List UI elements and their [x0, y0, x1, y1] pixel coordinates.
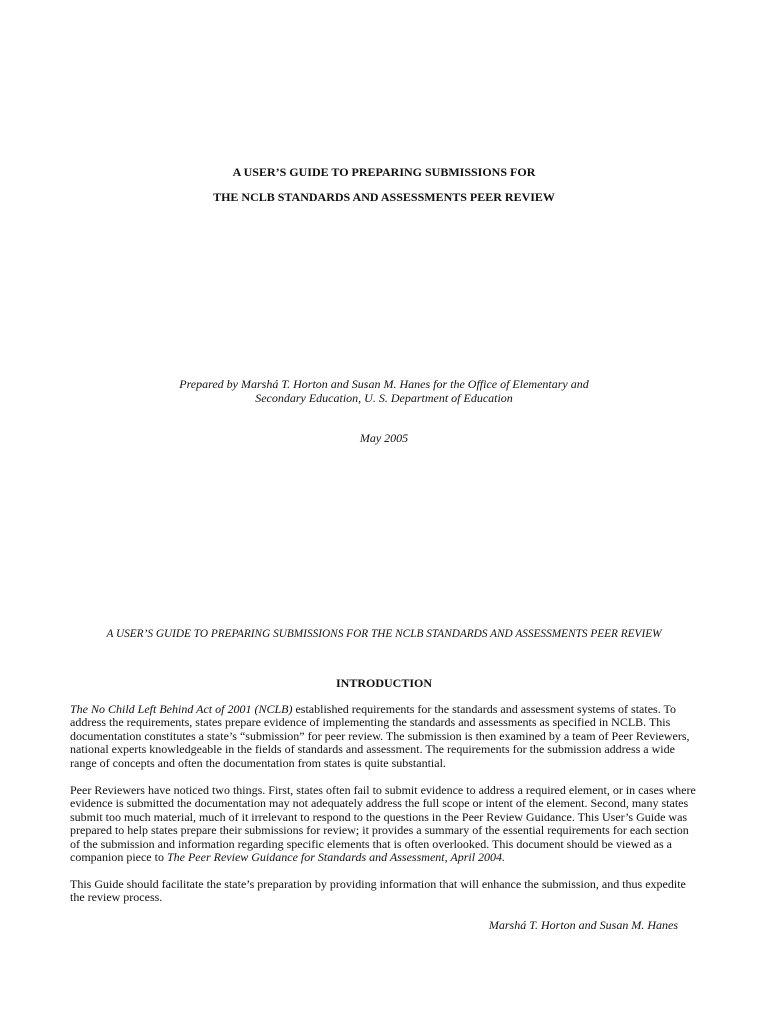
introduction-heading: INTRODUCTION — [335, 676, 432, 690]
peer-review-guidance-title: The Peer Review Guidance for Standards and Assessment, April 2004. — [166, 850, 506, 865]
running-title: A USER’S GUIDE TO PREPARING SUBMISSIONS FOR THE NCLB STANDARDS AND ASSESSMENTS PEER REVIEW — [106, 628, 662, 640]
intro-paragraph-3: This Guide should facilitate the state’s preparation by providing information that will enhance the submission, and thus expedite the review process. — [70, 877, 686, 905]
intro-paragraph-1 — [70, 703, 698, 770]
prepared-by-line-1: Prepared by Marshá T. Horton and Susan M. Hanes for the Office of Elementary and — [179, 377, 589, 391]
cover-title-line-2: THE NCLB STANDARDS AND ASSESSMENTS PEER REVIEW — [213, 190, 555, 204]
intro-paragraph-2-text: Peer Reviewers have noticed two things. First, states often fail to submit evidence to address a required element, or in cases where evidence is submitted the documentation may not adequately address the full scope or intent of the element. Second, many states submit too much material, much of it irrelevant to respond to the questions in the Peer Review Guidance. This User’s Guide was prepared to help states prepare their submissions for review; it provides a summary of the essential requirements for each section of the submission and information regarding specific elements that is often overlooked. This document should be viewed as a companion piece to — [70, 783, 696, 865]
intro-paragraph-1-text: established requirements for the standards and assessment systems of states. To address the requirements, states prepare evidence of implementing the standards and assessments as specified in NCLB. This documentation constitutes a state’s “submission” for peer review. The submission is then examined by a team of Peer Reviewers, national experts knowledgeable in the fields of standards and assessment. The requirements for the submission address a wide range of concepts and often the documentation from states is quite substantial. — [70, 702, 690, 770]
intro-paragraph-2 — [70, 784, 698, 864]
nclb-act-title: The No Child Left Behind Act of 2001 (NCLB) — [70, 702, 293, 716]
authors-signature: Marshá T. Horton and Susan M. Hanes — [488, 918, 678, 932]
prepared-by-line-2: Secondary Education, U. S. Department of Education — [255, 391, 513, 405]
publication-date: May 2005 — [359, 431, 409, 445]
cover-title-line-1: A USER’S GUIDE TO PREPARING SUBMISSIONS FOR — [232, 165, 536, 179]
